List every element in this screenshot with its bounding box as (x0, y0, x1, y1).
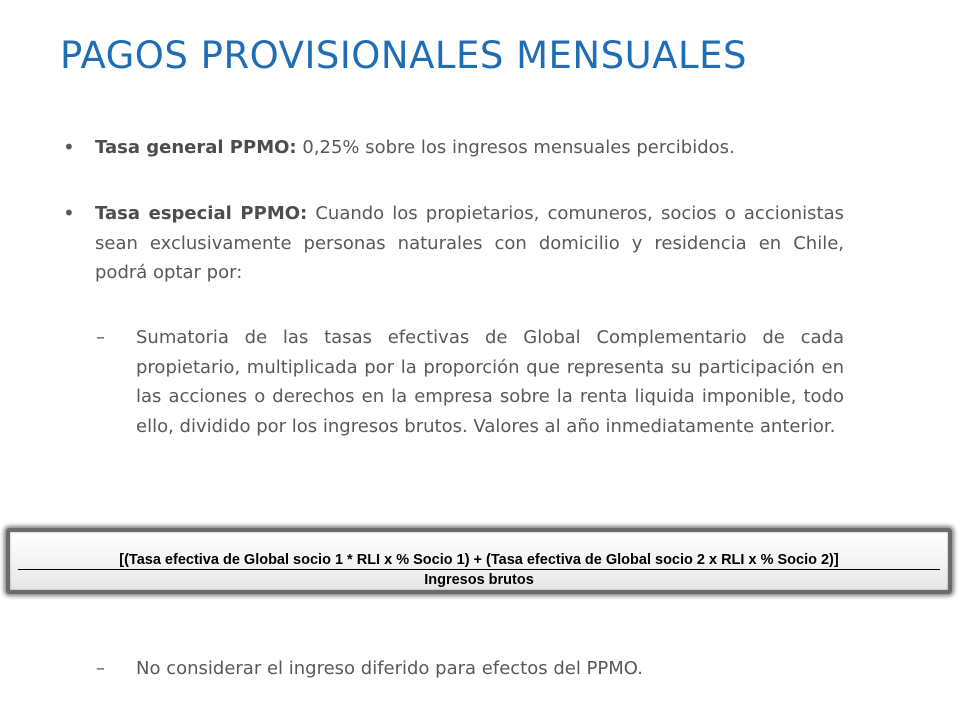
sub-bullet-text: No considerar el ingreso diferido para efectos del PPMO. (136, 658, 643, 679)
sub-bullet-sumatoria (96, 323, 844, 441)
bullet-text: Cuando los propietarios, comuneros, socios o accionistas sean exclusivamente personas naturales con domicilio y residencia en Chile, podrá optar por: (95, 203, 844, 283)
formula-fraction-line (18, 569, 940, 570)
bullet-label: Tasa especial PPMO: (95, 203, 308, 224)
bullet-tasa-especial (63, 199, 844, 288)
sub-bullet-marker: – (96, 658, 105, 679)
bullet-marker: • (63, 201, 75, 225)
bullet-marker: • (63, 135, 75, 159)
slide-title: PAGOS PROVISIONALES MENSUALES (60, 34, 747, 77)
bullet-tasa-general (63, 133, 865, 163)
bullet-label: Tasa general PPMO: (95, 137, 297, 158)
sub-bullet-text: Sumatoria de las tasas efectivas de Global Complementario de cada propietario, multiplicada por la proporción que representa su participación en las acciones o derechos en la empresa sobre la renta liquida imponible, todo ello, dividido por los ingresos brutos. Valores al año inmediatamente anterior. (136, 327, 844, 437)
bullet-text: 0,25% sobre los ingresos mensuales percibidos. (296, 137, 735, 158)
formula-denominator: Ingresos brutos (424, 572, 534, 588)
formula-box (6, 528, 952, 594)
sub-bullet-ingreso-diferido (96, 654, 856, 684)
sub-bullet-marker: – (96, 327, 105, 348)
formula-numerator: [(Tasa efectiva de Global socio 1 * RLI x % Socio 1) + (Tasa efectiva de Global socio 2 x RLI x % Socio 2)] (119, 552, 839, 568)
